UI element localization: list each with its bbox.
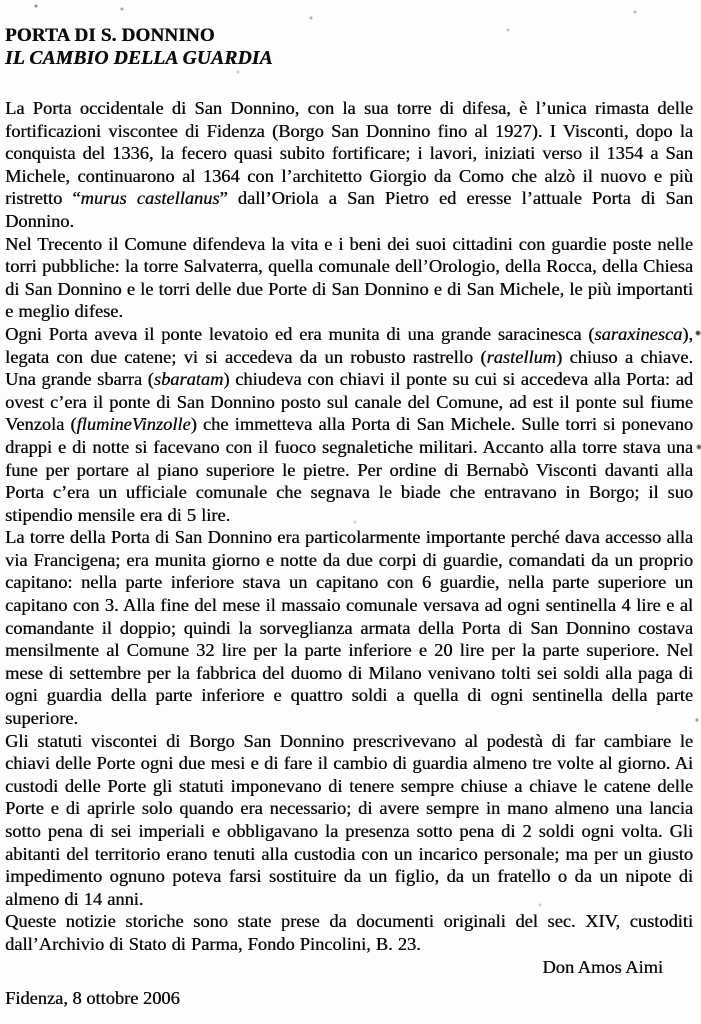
text-run: Ogni Porta aveva il ponte levatoio ed era munita di una grande saracinesca ( (5, 323, 595, 344)
paragraph (5, 233, 693, 323)
document-subtitle: IL CAMBIO DELLA GUARDIA (5, 48, 273, 69)
text-run: La torre della Porta di San Donnino era particolarmente importante perché dava accesso alla via Francigena; era munita giorno e notte da due corpi di guardie, comandati da un proprio capitano: nella parte inferiore stava un capitano con 6 guardie, nella parte superiore un capitano con 3. Alla fine del mese il massaio comunale versava ad ogni sentinella 4 lire e al comandante il doppio; quindi la sorveglianza armata della Porta di San Donnino costava mensilmente al Comune 32 lire per la parte inferiore e 20 lire per la parte superiore. Nel mese di settembre per la fabbrica del duomo di Milano venivano tolti sei soldi alla paga di ogni guardia della parte inferiore e quattro soldi a quella di ogni sentinella della parte superiore. (5, 527, 693, 729)
italic-term: sbaratam (153, 369, 224, 390)
text-run: La Porta occidentale di San Donnino, con la sua torre di difesa, è l’unica rimasta delle fortificazioni viscontee di Fidenza (Borgo San Donnino fino al 1927). I Visconti, dopo la conquista del 1336, la fecero quasi subito fortificare; i lavori, iniziati verso il 1354 a San Michele, continuarono al 1364 con l’architetto Giorgio da Como che alzò il nuovo e più ristretto “ (5, 98, 693, 209)
paragraph (5, 730, 693, 911)
italic-term: saraxinesca (594, 323, 683, 344)
text-run: ), legata con due catene; vi si accedeva da un robusto rastrello ( (5, 323, 693, 367)
text-run: Queste notizie storiche sono state prese da documenti originali del sec. XIV, custoditi dall’Archivio di Stato di Parma, Fondo Pincolini, B. 23. (5, 911, 693, 954)
paragraph (5, 97, 693, 233)
text-run: ” dall’Oriola a San Pietro ed eresse l’attuale Porta di San Donnino. (5, 188, 693, 231)
text-run: ) chiudeva con chiavi il ponte su cui si accedeva alla Porta: ad ovest c’era il ponte di San Donnino posto sul canale del Comune, ad est il ponte sul fiume Venzola ( (5, 369, 693, 435)
dateline: Fidenza, 8 ottobre 2006 (5, 988, 180, 1009)
text-run: Gli statuti viscontei di Borgo San Donnino prescrivevano al podestà di far cambiare le chiavi delle Porte ogni due mesi e di fare il cambio di guardia almeno tre volte al giorno. Ai custodi delle Porte gli statuti imponevano di tenere sempre chiuse a chiave le catene delle Porte e di aprirle solo quando era necessario; di avere sempre in mano almeno una lancia sotto pena di sei imperiali e obbligavano la presenza sotto pena di 2 soldi ogni volta. Gli abitanti del territorio erano tenuti alla custodia con un incarico personale; ma per un giusto impedimento ognuno poteva farsi sostituire da un figlio, da un fratello o da un nipote di almeno di 14 anni. (5, 730, 693, 909)
italic-term: flumineVinzolle (76, 414, 191, 435)
text-run: Nel Trecento il Comune difendeva la vita e i beni dei suoi cittadini con guardie poste nelle torri pubbliche: la torre Salvaterra, quella comunale dell’Orologio, della Rocca, della Chiesa di San Donnino e le torri delle due Porte di San Donnino e di San Michele, le più importanti e meglio difese. (5, 233, 693, 322)
italic-term: rastellum (486, 346, 556, 367)
text-run: ) che immetteva alla Porta di San Michele. Sulle torri si ponevano drappi e di notte si facevano con il fuoco segnaletiche militari. Accanto alla torre stava una fune per portare al piano superiore le pietre. Per ordine di Bernabò Visconti davanti alla Porta c’era un ufficiale comunale che segnava le biade che entravano in Borgo; il suo stipendio mensile era di 5 lire. (5, 414, 694, 525)
paragraphs (5, 97, 693, 956)
italic-term: murus castellanus (80, 188, 220, 209)
document-title: PORTA DI S. DONNINO (5, 25, 215, 46)
paragraph (5, 526, 693, 729)
paragraph (5, 323, 693, 526)
text-run: ) chiuso a chiave. Una grande sbarra ( (5, 346, 693, 390)
paragraph (5, 910, 693, 955)
signature: Don Amos Aimi (542, 956, 663, 977)
